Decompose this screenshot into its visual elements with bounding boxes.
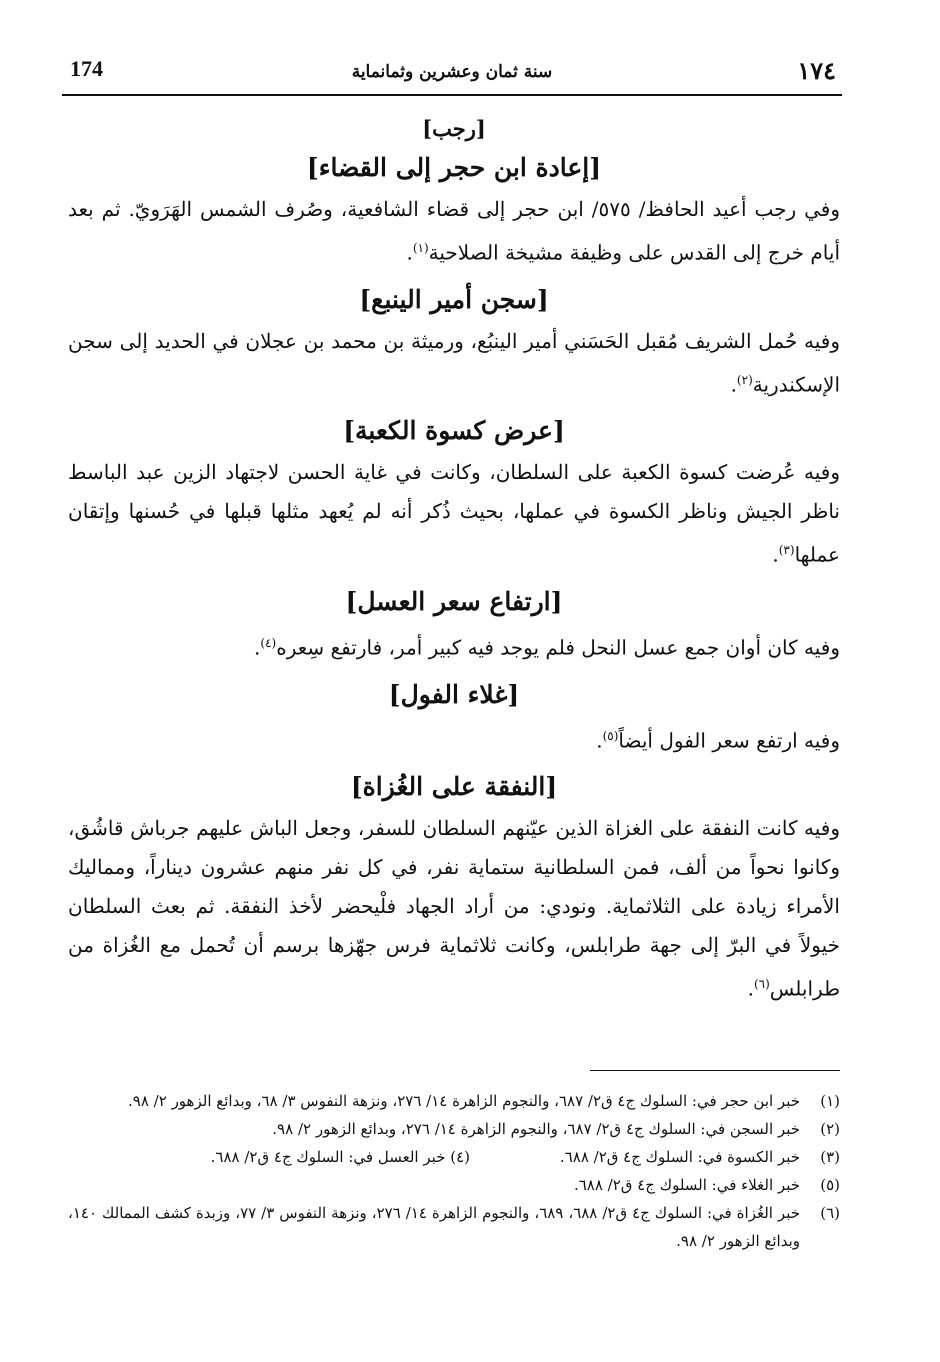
footnote-ref: (٤) [260, 635, 277, 650]
footnote [470, 1143, 840, 1171]
footnote-text: خبر الغُزاة في: السلوك ج٤ ق٢/ ٦٨٨، ٦٨٩، والنجوم الزاهرة ١٤/ ٢٧٦، ونزهة النفوس ٣/ ٧٧، وزبدة كشف الممالك ١٤٠، وبدائع الزهور ٢/ ٩٨. [68, 1204, 801, 1250]
footnote-number: (٣) [820, 1148, 840, 1166]
footnote-number: (٦) [820, 1204, 840, 1222]
section-heading: [عرض كسوة الكعبة] [343, 416, 565, 446]
section-heading: [غلاء الفول] [388, 679, 520, 709]
running-title: سنة ثمان وعشرين وثمانماية [351, 62, 553, 82]
footnote-number: (١) [820, 1092, 840, 1110]
footnote [68, 1087, 840, 1115]
footnote-text: خبر السجن في: السلوك ج٤ ق٢/ ٦٨٧، والنجوم الزاهرة ١٤/ ٢٧٦، وبدائع الزهور ٢/ ٩٨. [272, 1120, 800, 1138]
footnote [68, 1199, 840, 1255]
paragraph-text: وفيه عُرضت كسوة الكعبة على السلطان، وكانت في غاية الحسن لاجتهاد الزين عبد الباسط ناظر الجيش وناظر الكسوة في عملها، بحيث ذُكر أنه لم يُعهد مثلها قبلها في حُسنها وإتقان عملها [68, 460, 840, 567]
section-paragraph [68, 717, 840, 761]
footnote-text: خبر الغلاء في: السلوك ج٤ ق٢/ ٦٨٨. [573, 1176, 800, 1194]
footnote-ref: (١) [412, 241, 429, 255]
footnote-text: خبر الكسوة في: السلوك ج٤ ق٢/ ٦٨٨. [559, 1148, 800, 1166]
paragraph-text: وفي رجب أعيد الحافظ/ ٥٧٥/ ابن حجر إلى قضاء الشافعية، وصُرف الشمس الهَرَويّ. ثم بعد أيام خرج إلى القدس على وظيفة مشيخة الصلاحية [68, 197, 840, 265]
month-heading: [رجب] [422, 116, 486, 141]
footnote-ref: (٢) [736, 372, 753, 387]
section-heading: [سجن أمير الينبع] [359, 284, 549, 314]
footnotes [68, 1087, 840, 1255]
paragraph-end: . [254, 635, 261, 660]
paragraph-end: . [406, 240, 413, 265]
section-heading: [النفقة على الغُزاة] [350, 772, 558, 802]
paragraph-end: . [772, 542, 779, 567]
footnote-ref: (٣) [778, 543, 795, 558]
section-paragraph [68, 453, 840, 575]
footnote-text: خبر ابن حجر في: السلوك ج٤ ق٢/ ٦٨٧، والنجوم الزاهرة ١٤/ ٢٧٦، ونزهة النفوس ٣/ ٦٨، وبدائع الزهور ٢/ ٩٨. [128, 1092, 800, 1110]
section-paragraph [68, 624, 840, 668]
footnote-number: (٤) [450, 1148, 470, 1166]
paragraph-end: . [730, 372, 737, 397]
section-heading: [إعادة ابن حجر إلى القضاء] [306, 153, 602, 182]
paragraph-text: وفيه حُمل الشريف مُقبل الحَسَني أمير الينبُع، ورميثة بن محمد بن عجلان في الحديد إلى سجن الإسكندرية [68, 328, 841, 397]
footnote [68, 1143, 470, 1171]
main-text [68, 108, 840, 1009]
paragraph-text: وفيه كانت النفقة على الغزاة الذين عيّنهم السلطان للسفر، وجعل الباش عليهم جرباش قاشُق، وكانوا نحواً من ألف، فمن السلطانية ستماية نفر، في كل نفر منهم عشرون ديناراً، ومماليك الأمراء زيادة على الثلاثماية. ونودي: من أراد الجهاد فلْيحضر لأخذ النفقة. ثم بعث السلطان خيولاً في البرّ إلى جهة طرابلس، وكانت ثلاثماية فرس جهّزها برسم أن تُحمل مع الغُزاة من طرابلس [68, 816, 840, 1001]
footnote-ref: (٥) [602, 728, 619, 743]
section-paragraph [68, 809, 840, 1009]
paragraph-text: وفيه كان أوان جمع عسل النحل فلم يوجد فيه كبير أمر، فارتفع سِعره [276, 635, 840, 660]
footnote-number: (٥) [820, 1176, 840, 1194]
footnote [68, 1115, 840, 1143]
footnote-number: (٢) [820, 1120, 840, 1138]
section-paragraph [68, 322, 840, 405]
page-header [62, 54, 842, 96]
paragraph-end: . [747, 976, 754, 1001]
page-number-latin: 174 [70, 56, 103, 81]
paragraph-text: وفيه ارتفع سعر الفول أيضاً [618, 728, 840, 753]
footnote-pair [68, 1143, 840, 1171]
paragraph-end: . [596, 728, 603, 753]
section-heading: [ارتفاع سعر العسل] [345, 586, 563, 616]
footnote-separator [590, 1070, 840, 1071]
footnote-ref: (٦) [753, 977, 770, 992]
footnote-text: خبر العسل في: السلوك ج٤ ق٢/ ٦٨٨. [210, 1148, 446, 1166]
section-paragraph [68, 190, 840, 273]
page-number-arabic: ١٧٤ [797, 56, 836, 85]
footnote [68, 1171, 840, 1199]
